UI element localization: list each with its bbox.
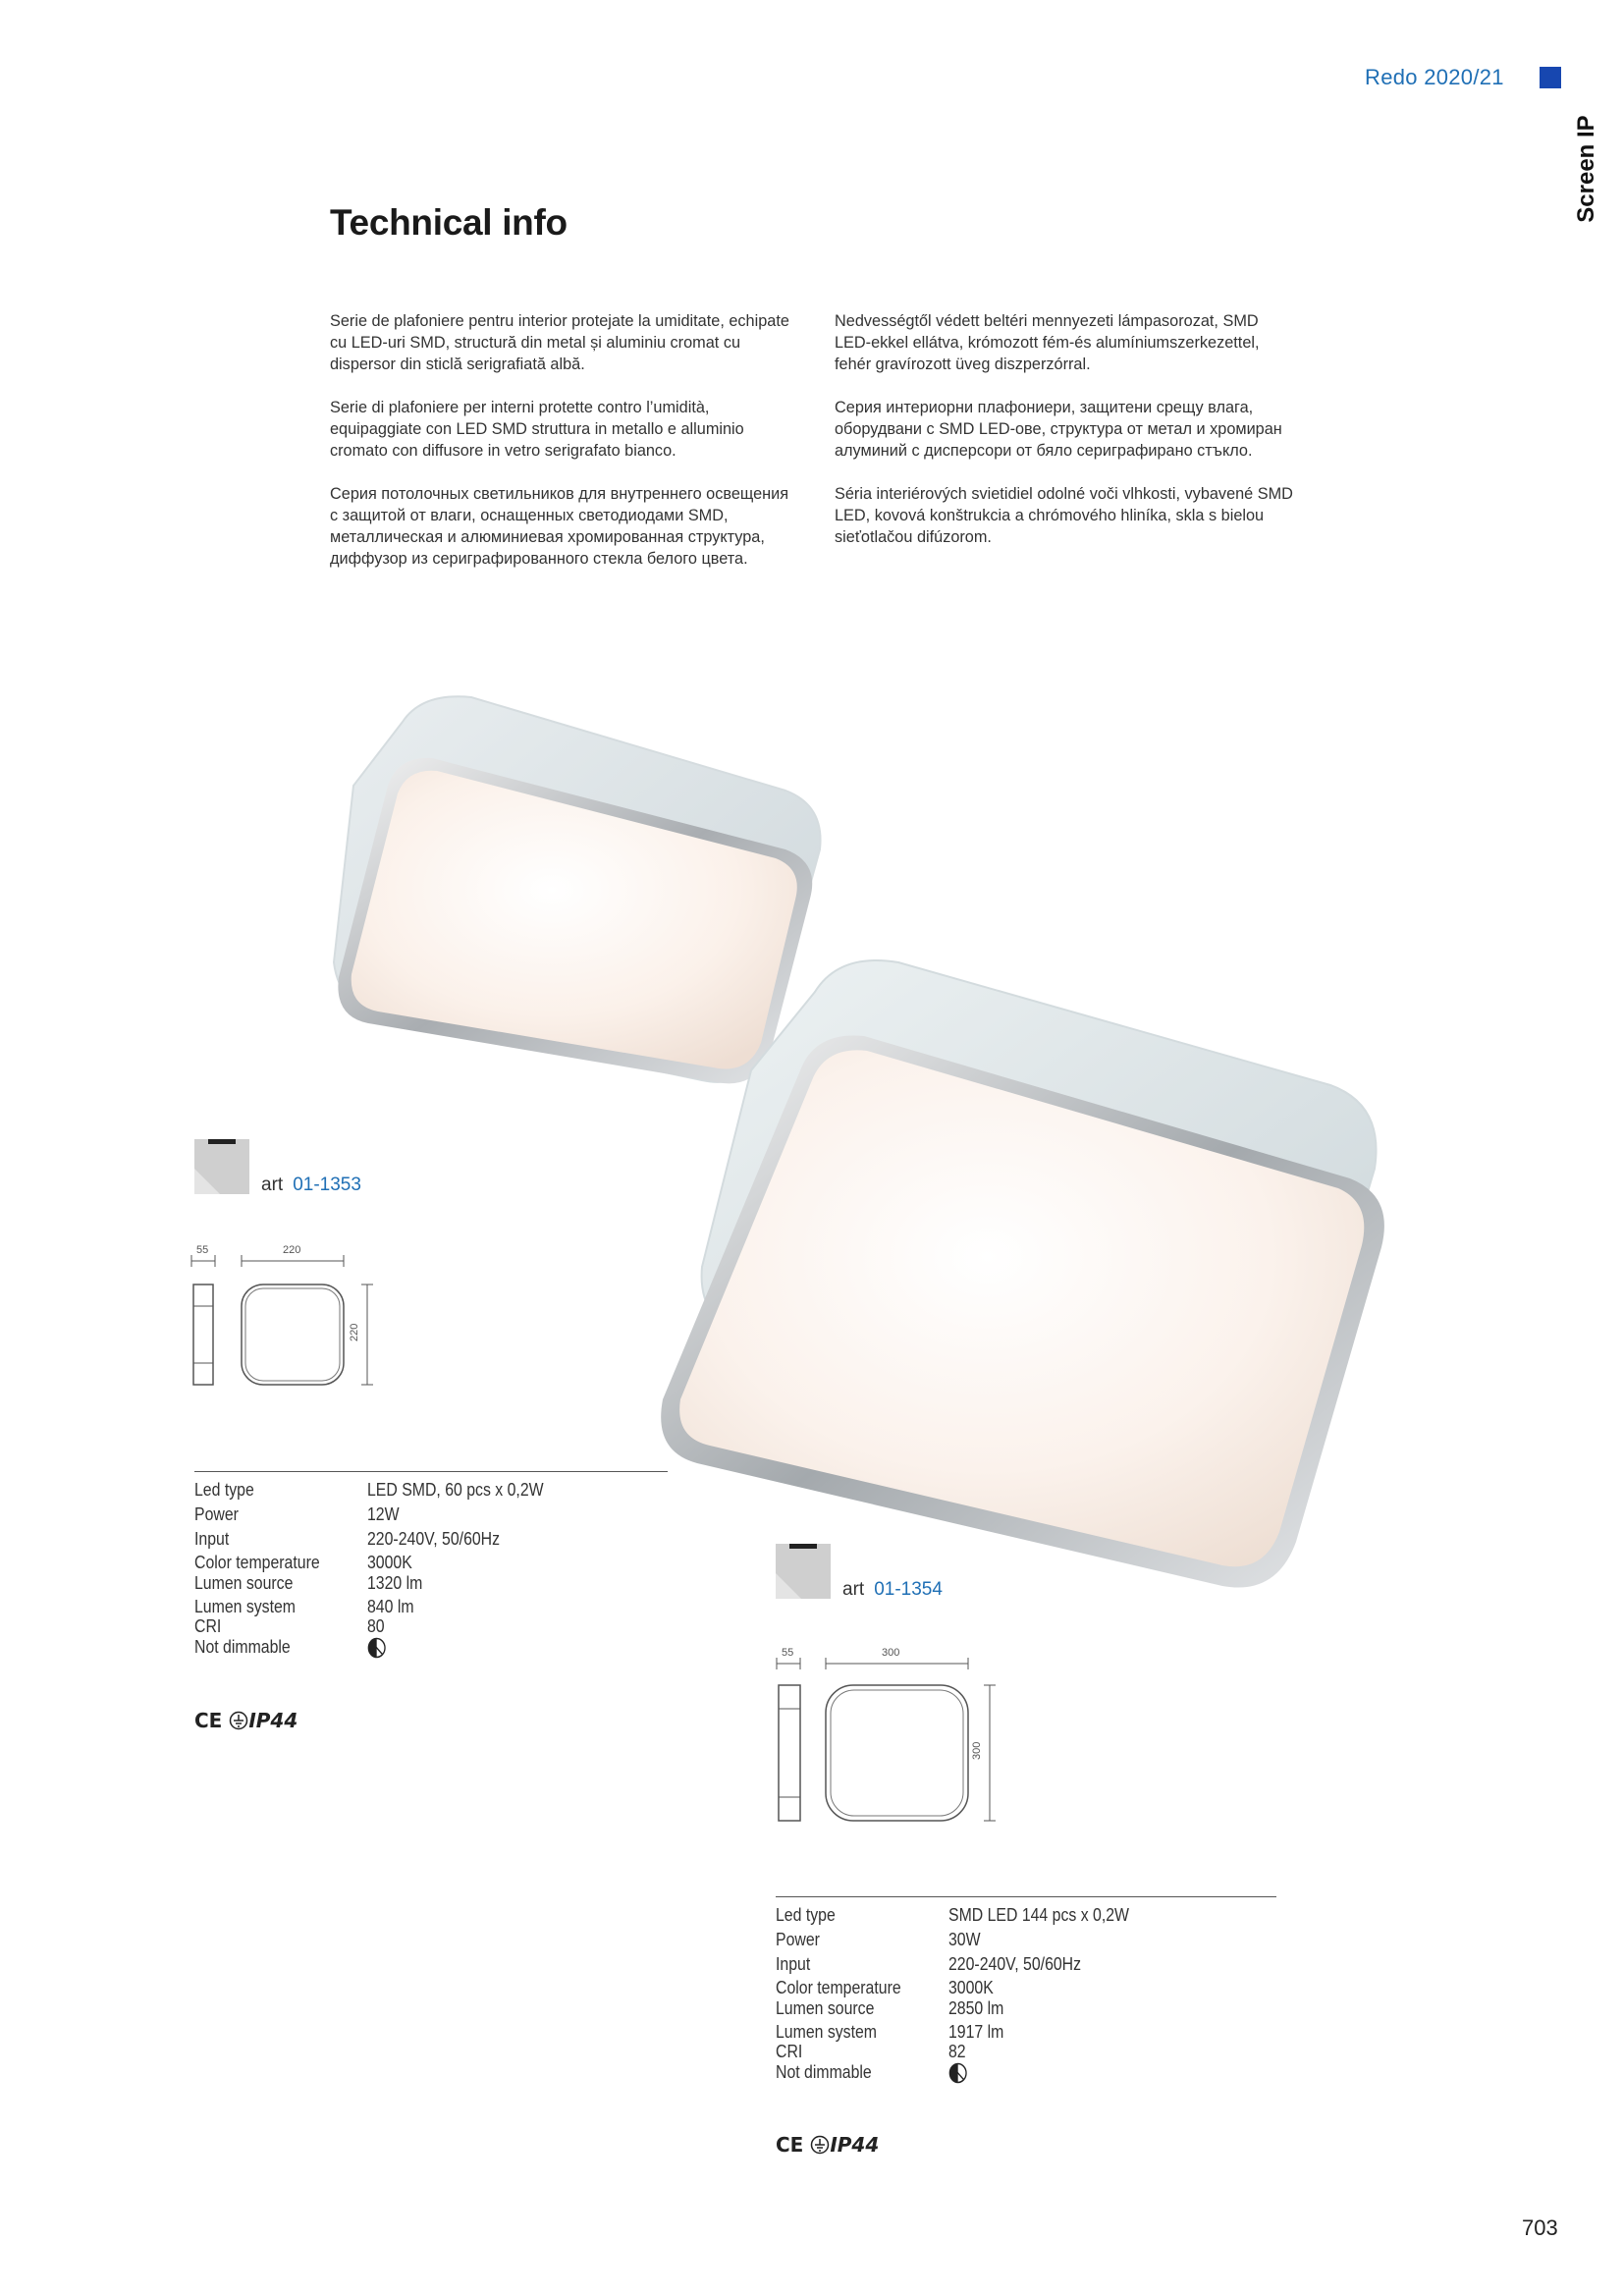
spec-key: Input — [194, 1529, 230, 1549]
not-dimmable-icon — [367, 1637, 386, 1659]
spec-key: CRI — [776, 2042, 803, 2061]
dim-depth-label: 55 — [782, 1647, 794, 1659]
not-dimmable-icon — [948, 2062, 967, 2084]
spec-key: Led type — [776, 1905, 836, 1925]
product-image-large-lamp — [643, 953, 1429, 1620]
dim-height-label: 300 — [971, 1741, 983, 1760]
spec-row — [776, 1903, 1242, 1928]
spec-key: Lumen source — [776, 1998, 875, 2018]
description-ru: Серия потолочных светильников для внутреннего освещения с защитой от влаги, оснащенных светодиодами SMD, металлическая и алюминиевая хромированная структура, диффузор из сериграфированного стекла белого цвета. — [330, 485, 789, 568]
art-code: 01-1354 — [874, 1579, 943, 1600]
certification-marks-2 — [776, 2133, 879, 2157]
description-bg: Серия интериорни плафониери, защитени срещу влага, оборудвани с SMD LED-ове, структура от метал и хромиран алуминий с дисперсори от бяло сериграфирано стъкло. — [835, 399, 1282, 460]
spec-value: 220-240V, 50/60Hz — [367, 1529, 501, 1549]
spec-row — [194, 1635, 661, 1660]
ceiling-mount-icon — [194, 1139, 249, 1194]
art-label-1 — [261, 1175, 361, 1196]
art-prefix: art — [842, 1579, 865, 1600]
spec-row — [194, 1478, 661, 1503]
spec-value: 220-240V, 50/60Hz — [948, 1954, 1082, 1974]
spec-value: 840 lm — [367, 1597, 414, 1616]
ip-rating: IP44 — [248, 1709, 298, 1732]
spec-key: Lumen system — [776, 2022, 878, 2042]
dimension-drawing-2 — [772, 1638, 998, 1825]
spec-key: Lumen source — [194, 1573, 294, 1593]
spec-row — [776, 1928, 1242, 1952]
spec-row — [194, 1571, 661, 1596]
dim-depth-label: 55 — [196, 1244, 209, 1256]
spec-table-1 — [194, 1471, 668, 1660]
spec-key: Led type — [194, 1480, 254, 1500]
spec-row — [776, 1952, 1242, 1977]
spec-key: Color temperature — [776, 1978, 901, 1997]
section-name: Screen IP — [1573, 115, 1599, 223]
spec-value: 3000K — [948, 1978, 994, 1997]
spec-value: 1320 lm — [367, 1573, 423, 1593]
page-number: 703 — [1522, 2215, 1558, 2240]
art-label-2 — [842, 1579, 943, 1601]
spec-key: Input — [776, 1954, 811, 1974]
spec-value: 2850 lm — [948, 1998, 1004, 2018]
spec-value: SMD LED 144 pcs x 0,2W — [948, 1905, 1129, 1925]
catalog-brand: Redo 2020/21 — [1365, 65, 1504, 89]
spec-row — [194, 1596, 661, 1615]
description-right — [835, 310, 1296, 570]
spec-row — [194, 1527, 661, 1552]
spec-value: 82 — [948, 2042, 966, 2061]
spec-row — [776, 1996, 1242, 2021]
earth-ground-icon — [810, 2135, 830, 2155]
spec-value: 12W — [367, 1504, 400, 1524]
dimension-drawing-1 — [187, 1239, 383, 1396]
spec-value: 1917 lm — [948, 2022, 1004, 2042]
dim-width-label: 220 — [283, 1244, 301, 1256]
spec-key: Color temperature — [194, 1553, 320, 1572]
spec-row — [776, 1977, 1242, 1996]
spec-key: CRI — [194, 1616, 222, 1636]
description-ro: Serie de plafoniere pentru interior protejate la umiditate, echipate cu LED-uri SMD, structură din metal și aluminiu cromat cu dispersor din sticlă serigrafiată albă. — [330, 312, 789, 373]
art-code: 01-1353 — [293, 1175, 361, 1195]
certification-marks-1 — [194, 1709, 298, 1732]
description-it: Serie di plafoniere per interni protette contro l’umidità, equipaggiate con LED SMD struttura in metallo e alluminio cromato con diffusore in vetro serigrafato bianco. — [330, 399, 744, 460]
spec-row — [776, 2060, 1242, 2085]
art-prefix: art — [261, 1175, 284, 1195]
ceiling-mount-icon — [776, 1544, 831, 1599]
spec-key: Power — [776, 1930, 820, 1949]
spec-key: Not dimmable — [776, 2062, 872, 2082]
spec-key: Not dimmable — [194, 1637, 291, 1657]
spec-value: 30W — [948, 1930, 981, 1949]
section-tab — [1563, 110, 1610, 228]
spec-row — [194, 1503, 661, 1527]
page-title: Technical info — [330, 202, 568, 243]
spec-row — [776, 2021, 1242, 2041]
spec-key: Lumen system — [194, 1597, 297, 1616]
description-sk: Séria interiérových svietidiel odolné voči vlhkosti, vybavené SMD LED, kovová konštrukcia a chrómového hliníka, skla s bielou sieťotlačou difúzorom. — [835, 485, 1293, 546]
spec-value: LED SMD, 60 pcs x 0,2W — [367, 1480, 544, 1500]
spec-row — [194, 1615, 661, 1635]
spec-table-2 — [776, 1896, 1276, 2085]
ce-mark: CE — [194, 1709, 223, 1732]
description-left — [330, 310, 791, 591]
dim-height-label: 220 — [349, 1323, 360, 1341]
ce-mark: CE — [776, 2133, 804, 2157]
description-hu: Nedvességtől védett beltéri mennyezeti lámpasorozat, SMD LED-ekkel ellátva, krómozott fém-és alumíniumszerkezettel, fehér gravírozott üveg diszperzórral. — [835, 312, 1260, 373]
spec-value: 3000K — [367, 1553, 412, 1572]
earth-ground-icon — [229, 1711, 248, 1730]
spec-row — [194, 1552, 661, 1571]
brand-square-icon — [1540, 67, 1561, 88]
dim-width-label: 300 — [882, 1647, 900, 1659]
spec-key: Power — [194, 1504, 239, 1524]
spec-row — [776, 2041, 1242, 2060]
spec-value: 80 — [367, 1616, 385, 1636]
ip-rating: IP44 — [830, 2133, 880, 2157]
